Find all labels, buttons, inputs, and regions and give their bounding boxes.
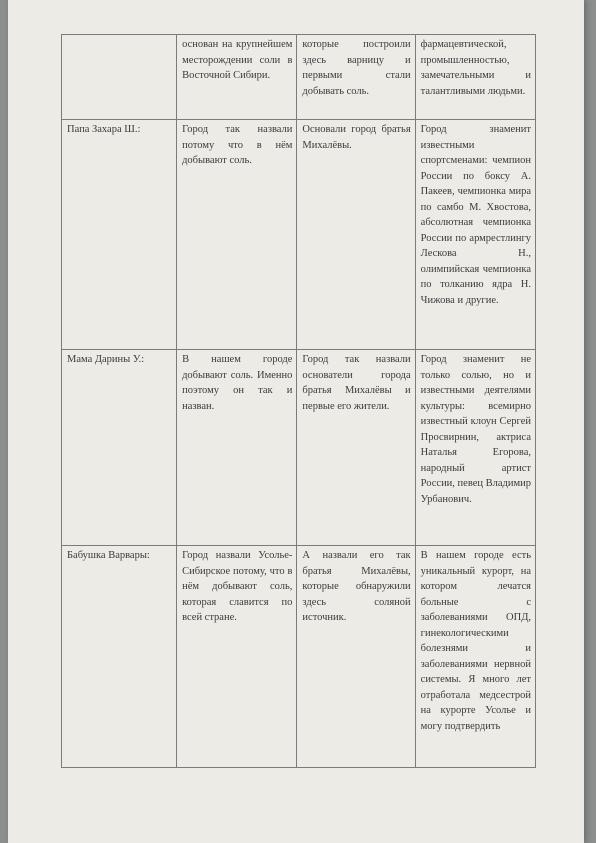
answer-cell: Город назвали Усолье-Сибирское потому, что в нём добывают соль, которая славится по всей стране. [177, 546, 297, 768]
answer-cell: Город знаменит известными спортсменами: чемпион России по боксу А. Пакеев, чемпионка мира по самбо М. Хвостова, абсолютная чемпионка России по армрестлингу Лескова Н., олимпийская чемпионка по толканию ядра Н. Чижова и другие. [415, 120, 535, 350]
table-row [62, 350, 536, 546]
respondent-cell: Папа Захара Ш.: [62, 120, 177, 350]
answer-cell: В нашем городе добывают соль. Именно поэтому он так и назван. [177, 350, 297, 546]
respondent-cell [62, 35, 177, 120]
document-page [8, 0, 584, 843]
table-row [62, 120, 536, 350]
table-row [62, 35, 536, 120]
respondent-cell: Мама Дарины У.: [62, 350, 177, 546]
respondent-cell: Бабушка Варвары: [62, 546, 177, 768]
answer-cell: А назвали его так братья Михалёвы, которые обнаружили здесь соляной источник. [297, 546, 415, 768]
answer-cell: Основали город братья Михалёвы. [297, 120, 415, 350]
answer-cell: основан на крупнейшем месторождении соли в Восточной Сибири. [177, 35, 297, 120]
answer-cell: Город так назвали потому что в нём добывают соль. [177, 120, 297, 350]
answer-cell: В нашем городе есть уникальный курорт, на котором лечатся больные с заболеваниями ОПД, гинекологическими болезнями и заболеваниями нервной системы. Я много лет отработала медсестрой на курорте Усолье и могу подтвердить [415, 546, 535, 768]
answer-cell: Город так назвали основатели города братья Михалёвы и первые его жители. [297, 350, 415, 546]
answer-cell: Город знаменит не только солью, но и известными деятелями культуры: всемирно известный клоун Сергей Просвирнин, актриса Наталья Егорова, народный артист России, певец Владимир Урбанович. [415, 350, 535, 546]
survey-table [61, 34, 536, 768]
table-row [62, 546, 536, 768]
answer-cell: фармацевтической, промышленностью, замечательными и талантливыми людьми. [415, 35, 535, 120]
answer-cell: которые построили здесь варницу и первыми стали добывать соль. [297, 35, 415, 120]
